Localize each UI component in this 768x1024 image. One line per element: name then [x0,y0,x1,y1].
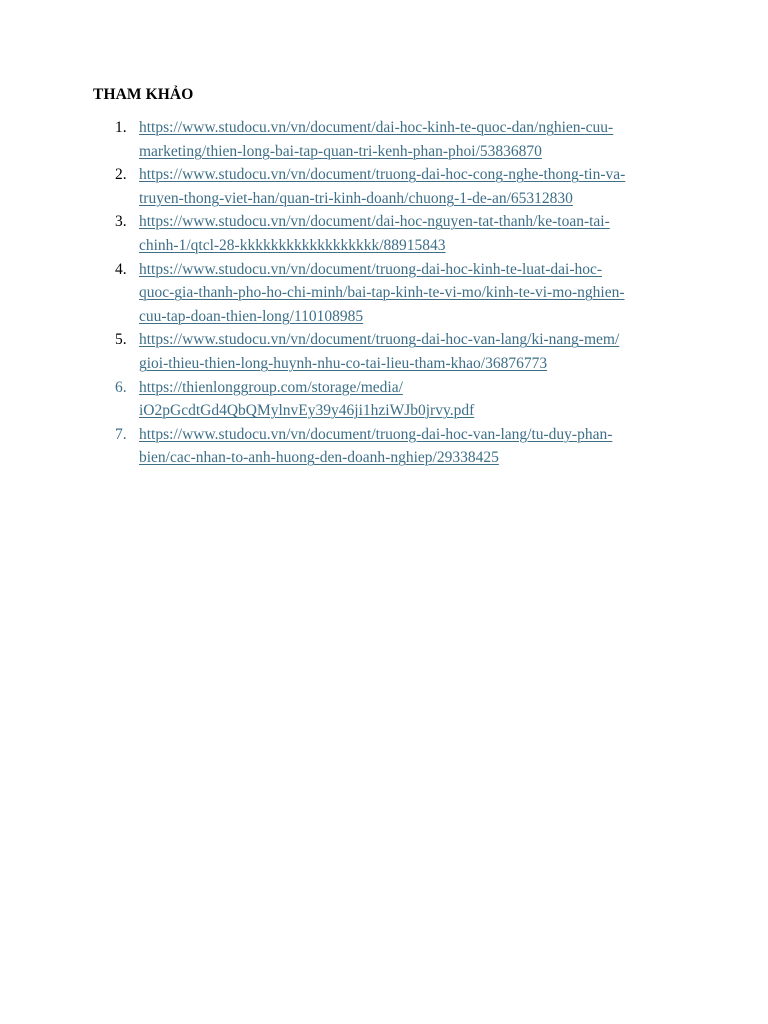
reference-link-line[interactable]: cuu-tap-doan-thien-long/110108985 [139,307,364,325]
reference-link-line[interactable]: bien/cac-nhan-to-anh-huong-den-doanh-nghiep/29338425 [139,449,499,467]
reference-list [93,116,683,470]
reference-link[interactable] [139,423,683,470]
reference-link[interactable] [139,376,683,423]
reference-link-line[interactable]: chinh-1/qtcl-28-kkkkkkkkkkkkkkkkkk/88915843 [139,236,446,254]
reference-link-line[interactable]: https://www.studocu.vn/vn/document/dai-hoc-nguyen-tat-thanh/ke-toan-tai- [139,213,610,231]
reference-link-line[interactable]: quoc-gia-thanh-pho-ho-chi-minh/bai-tap-kinh-te-vi-mo/kinh-te-vi-mo-nghien- [139,284,625,302]
reference-link[interactable] [139,328,683,375]
reference-number: 3. [115,213,127,231]
list-item [93,210,683,257]
page-heading: THAM KHẢO [93,86,194,103]
list-item [93,328,683,375]
list-item [93,163,683,210]
reference-number: 2. [115,166,127,184]
reference-link-line[interactable]: https://www.studocu.vn/vn/document/truong-dai-hoc-van-lang/ki-nang-mem/ [139,331,620,349]
reference-link-line[interactable]: marketing/thien-long-bai-tap-quan-tri-kenh-phan-phoi/53836870 [139,142,542,160]
reference-number: 4. [115,260,127,278]
reference-link-line[interactable]: truyen-thong-viet-han/quan-tri-kinh-doanh/chuong-1-de-an/65312830 [139,189,573,207]
reference-link-line[interactable]: https://www.studocu.vn/vn/document/truong-dai-hoc-kinh-te-luat-dai-hoc- [139,260,603,278]
reference-link[interactable] [139,210,683,257]
reference-link[interactable] [139,116,683,163]
reference-number: 6. [115,378,127,396]
list-item [93,376,683,423]
reference-link-line[interactable]: iO2pGcdtGd4QbQMylnvEy39y46ji1hziWJb0jrvy.pdf [139,402,475,420]
reference-link-line[interactable]: https://www.studocu.vn/vn/document/truong-dai-hoc-cong-nghe-thong-tin-va- [139,166,626,184]
reference-link-line[interactable]: https://thienlonggroup.com/storage/media/ [139,378,403,396]
reference-number: 7. [115,425,127,443]
list-item [93,116,683,163]
list-item [93,423,683,470]
reference-link[interactable] [139,163,683,210]
reference-number: 5. [115,331,127,349]
reference-link-line[interactable]: https://www.studocu.vn/vn/document/dai-hoc-kinh-te-quoc-dan/nghien-cuu- [139,119,614,136]
reference-link-line[interactable]: https://www.studocu.vn/vn/document/truong-dai-hoc-van-lang/tu-duy-phan- [139,425,613,443]
reference-link[interactable] [139,258,683,329]
reference-link-line[interactable]: gioi-thieu-thien-long-huynh-nhu-co-tai-lieu-tham-khao/36876773 [139,354,548,372]
list-item [93,258,683,329]
reference-number: 1. [115,119,127,136]
